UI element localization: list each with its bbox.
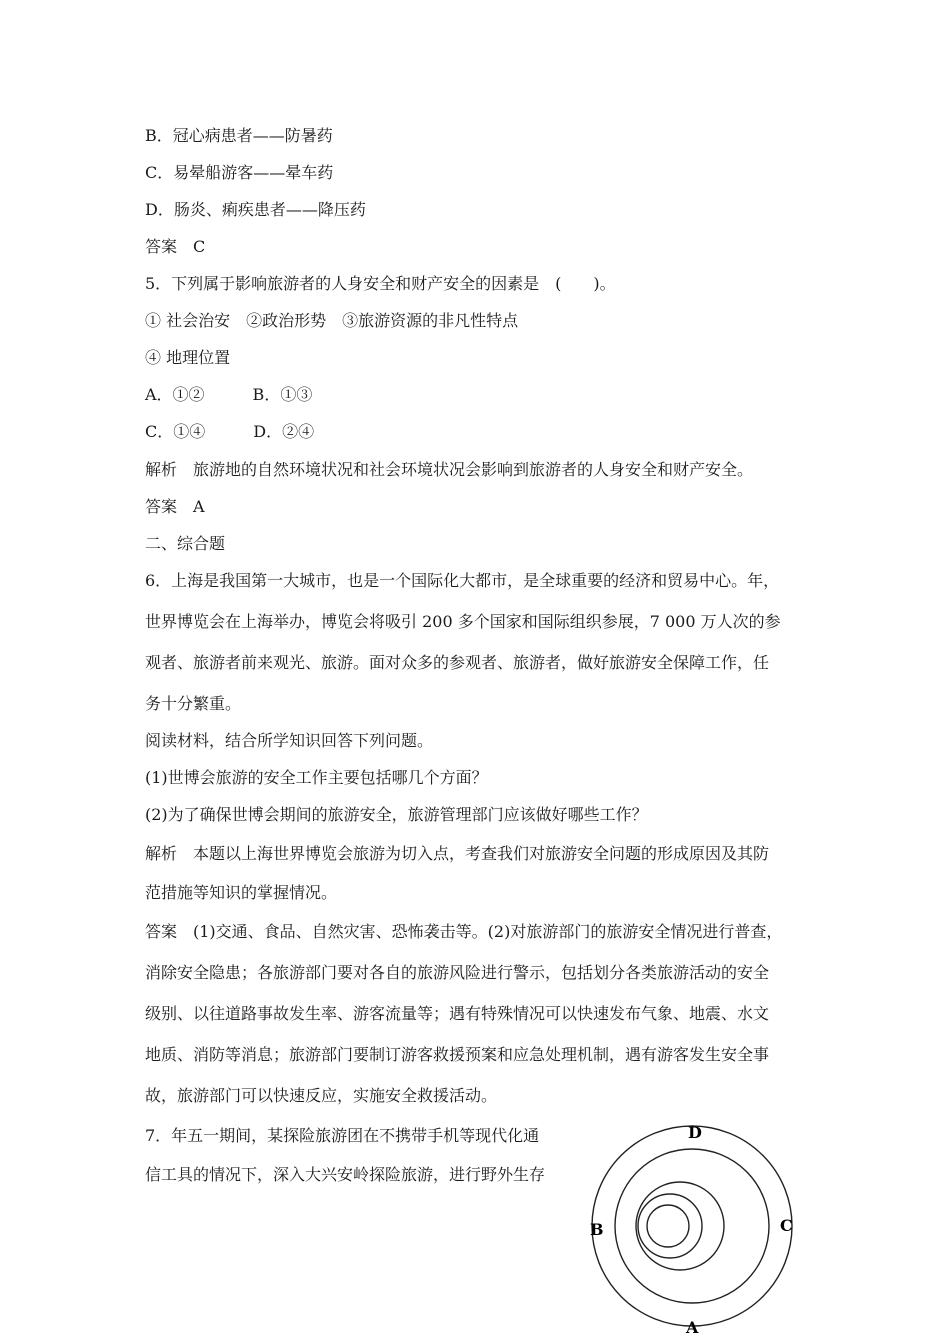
question-6-answer-line1: 答案 (1)交通、食品、自然灾害、恐怖袭击等。(2)对旅游部门的旅游安全情况进行普查， <box>145 922 783 941</box>
question-5-items-line2: ④ 地理位置 <box>145 348 231 367</box>
option-d-q4: D．肠炎、痢疾患者——降压药 <box>145 200 366 219</box>
concentric-circles-figure <box>580 1120 810 1344</box>
option-b-q4: B．冠心病患者——防暑药 <box>145 126 333 145</box>
question-6-instruction: 阅读材料，结合所学知识回答下列问题。 <box>145 731 434 750</box>
label-b: B <box>590 1220 604 1239</box>
question-7-stem-line2: 信工具的情况下，深入大兴安岭探险旅游，进行野外生存 <box>145 1165 546 1184</box>
question-6-sub1: (1)世博会旅游的安全工作主要包括哪几个方面？ <box>145 768 488 787</box>
question-7-stem-line1: 7．年五一期间，某探险旅游团在不携带手机等现代化通 <box>145 1126 540 1145</box>
question-5-options-row1: A．①② B．①③ <box>145 385 313 404</box>
question-6-analysis-line1: 解析 本题以上海世界博览会旅游为切入点，考查我们对旅游安全问题的形成原因及其防 <box>145 844 770 863</box>
question-6-stem-line2: 世界博览会在上海举办，博览会将吸引 200 多个国家和国际组织参展，7 000 万人次的参 <box>145 612 781 631</box>
outer-circle <box>592 1126 792 1326</box>
question-5-answer: 答案 A <box>145 497 205 516</box>
label-c: C <box>780 1216 793 1235</box>
small-circle-2 <box>647 1205 689 1247</box>
label-a: A <box>686 1318 699 1337</box>
concentric-circles-diagram <box>580 1120 810 1344</box>
question-6-analysis-line2: 范措施等知识的掌握情况。 <box>145 883 338 902</box>
section-title: 二、综合题 <box>145 534 226 553</box>
label-d: D <box>688 1123 702 1142</box>
question-5-analysis: 解析 旅游地的自然环境状况和社会环境状况会影响到旅游者的人身安全和财产安全。 <box>145 460 754 479</box>
question-5-items-line1: ① 社会治安 ②政治形势 ③旅游资源的非凡性特点 <box>145 311 519 330</box>
question-6-stem-line1: 6．上海是我国第一大城市，也是一个国际化大都市，是全球重要的经济和贸易中心。年， <box>145 571 780 590</box>
question-6-answer-line3: 级别、以往道路事故发生率、游客流量等；遇有特殊情况可以快速发布气象、地震、水文 <box>145 1004 770 1023</box>
question-6-answer-line4: 地质、消防等消息；旅游部门要制订游客救援预案和应急处理机制，遇有游客发生安全事 <box>145 1045 770 1064</box>
question-6-sub2: (2)为了确保世博会期间的旅游安全，旅游管理部门应该做好哪些工作？ <box>145 805 648 824</box>
question-6-answer-line5: 故，旅游部门可以快速反应，实施安全救援活动。 <box>145 1086 498 1105</box>
answer-q4: 答案 C <box>145 237 206 256</box>
question-6-stem-line3: 观者、旅游者前来观光、旅游。面对众多的参观者、旅游者，做好旅游安全保障工作，任 <box>145 653 770 672</box>
question-5-stem: 5．下列属于影响旅游者的人身安全和财产安全的因素是 ( )。 <box>145 274 616 293</box>
question-5-options-row2: C．①④ D．②④ <box>145 422 315 441</box>
question-6-stem-line4: 务十分繁重。 <box>145 694 242 713</box>
question-6-answer-line2: 消除安全隐患；各旅游部门要对各自的旅游风险进行警示，包括划分各类旅游活动的安全 <box>145 963 770 982</box>
option-c-q4: C．易晕船游客——晕车药 <box>145 163 334 182</box>
